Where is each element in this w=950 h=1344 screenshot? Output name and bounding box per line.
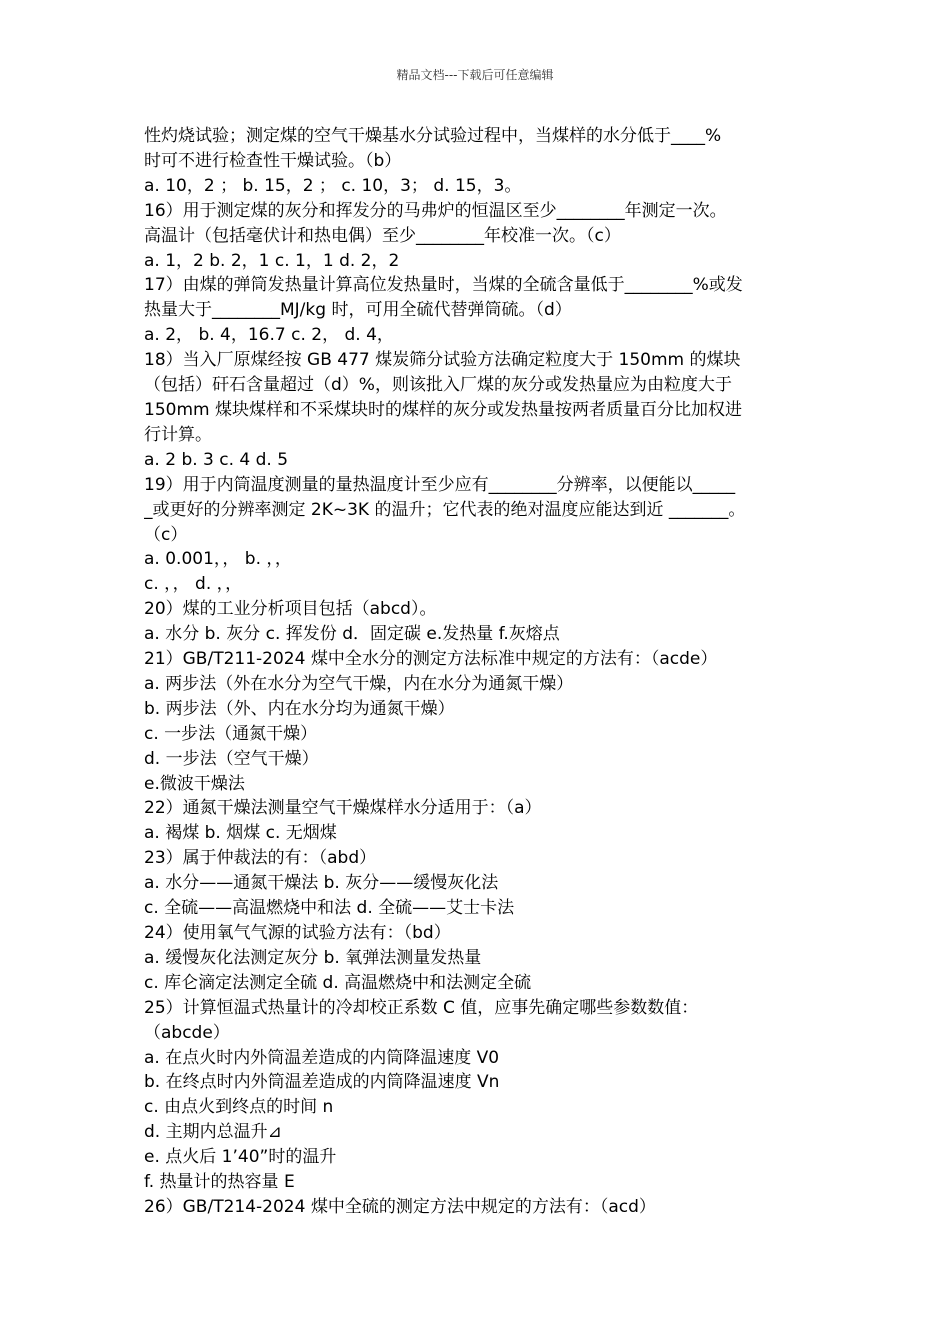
text-line: e.微波干燥法 — [144, 773, 245, 794]
text-line: c. 全硫——高温燃烧中和法 d. 全硫——艾士卡法 — [144, 898, 515, 919]
text-line: 150mm 煤块煤样和不采煤块时的煤样的灰分或发热量按两者质量百分比加权进 — [144, 399, 742, 420]
text-line: 高温计（包括毫伏计和热电偶）至少________年校准一次。（c） — [144, 225, 621, 246]
text-line: f. 热量计的热容量 E — [144, 1172, 295, 1193]
text-line: 24）使用氧气气源的试验方法有：（bd） — [144, 923, 451, 943]
text-line: c. 一步法（通氮干燥） — [144, 723, 318, 744]
text-line: a. 2， b. 4，16.7 c. 2， d. 4， — [144, 325, 394, 346]
text-line: （abcde） — [144, 1022, 230, 1043]
text-line: 时可不进行检查性干燥试验。（b） — [144, 150, 402, 171]
text-line: c. 由点火到终点的时间 n — [144, 1097, 334, 1118]
text-line: a. 褐煤 b. 烟煤 c. 无烟煤 — [144, 823, 337, 844]
text-line: a. 1，2 b. 2，1 c. 1，1 d. 2，2 — [144, 250, 400, 271]
text-line: 17）由煤的弹筒发热量计算高位发热量时，当煤的全硫含量低于________%或发 — [144, 275, 743, 296]
text-line: a. 2 b. 3 c. 4 d. 5 — [144, 449, 289, 470]
text-line: 性灼烧试验；测定煤的空气干燥基水分试验过程中，当煤样的水分低于____% — [144, 126, 722, 146]
text-line: 25）计算恒温式热量计的冷却校正系数 C 值，应事先确定哪些参数数值： — [144, 997, 699, 1018]
text-line: 热量大于________MJ/kg 时，可用全硫代替弹筒硫。（d） — [144, 300, 572, 321]
document-body — [144, 124, 812, 1220]
text-line: 19）用于内筒温度测量的量热温度计至少应有________分辨率，以便能以_____ — [144, 474, 736, 495]
text-line: a. 水分 b. 灰分 c. 挥发份 d．固定碳 e.发热量 f.灰熔点 — [144, 624, 560, 645]
page-header: 精品文档---下载后可任意编辑 — [396, 68, 554, 82]
text-line: 22）通氮干燥法测量空气干燥煤样水分适用于：（a） — [144, 798, 542, 819]
text-line: b. 两步法（外、内在水分均为通氮干燥） — [144, 698, 455, 719]
text-line: 21）GB/T211-2024 煤中全水分的测定方法标准中规定的方法有：（acde） — [144, 649, 718, 670]
text-line: d. 主期内总温升⊿ — [144, 1122, 282, 1143]
text-line: a. 两步法（外在水分为空气干燥，内在水分为通氮干燥） — [144, 673, 574, 694]
text-line: a. 在点火时内外筒温差造成的内筒降温速度 V0 — [144, 1047, 500, 1068]
text-line: b. 在终点时内外筒温差造成的内筒降温速度 Vn — [144, 1072, 500, 1093]
text-line: d. 一步法（空气干燥） — [144, 748, 319, 769]
text-line: 16）用于测定煤的灰分和挥发分的马弗炉的恒温区至少________年测定一次。 — [144, 200, 727, 221]
text-line: 行计算。 — [144, 424, 212, 445]
text-line: a. 水分——通氮干燥法 b. 灰分——缓慢灰化法 — [144, 873, 499, 894]
text-line: 20）煤的工业分析项目包括（abcd）。 — [144, 599, 437, 620]
text-line: c. ，， d. ，， — [144, 574, 243, 595]
text-line: c. 库仑滴定法测定全硫 d. 高温燃烧中和法测定全硫 — [144, 972, 532, 993]
text-line: 23）属于仲裁法的有：（abd） — [144, 848, 377, 869]
text-line: （包括）矸石含量超过（d）%，则该批入厂煤的灰分或发热量应为由粒度大于 — [144, 375, 732, 396]
text-line: a. 10，2 ； b. 15，2 ； c. 10，3； d. 15，3。 — [144, 175, 522, 196]
text-line: a. 0.001，， b. ，， — [144, 549, 292, 570]
text-line: e. 点火后 1’40”时的温升 — [144, 1147, 337, 1168]
text-line: _或更好的分辨率测定 2K~3K 的温升；它代表的绝对温度应能达到近 _______。 — [144, 499, 746, 520]
text-line: （c） — [144, 524, 188, 545]
text-line: 18）当入厂原煤经按 GB 477 煤炭筛分试验方法确定粒度大于 150mm 的煤块 — [144, 350, 741, 371]
text-line: a. 缓慢灰化法测定灰分 b. 氧弹法测量发热量 — [144, 947, 482, 968]
text-line: 26）GB/T214-2024 煤中全硫的测定方法中规定的方法有：（acd） — [144, 1196, 656, 1217]
